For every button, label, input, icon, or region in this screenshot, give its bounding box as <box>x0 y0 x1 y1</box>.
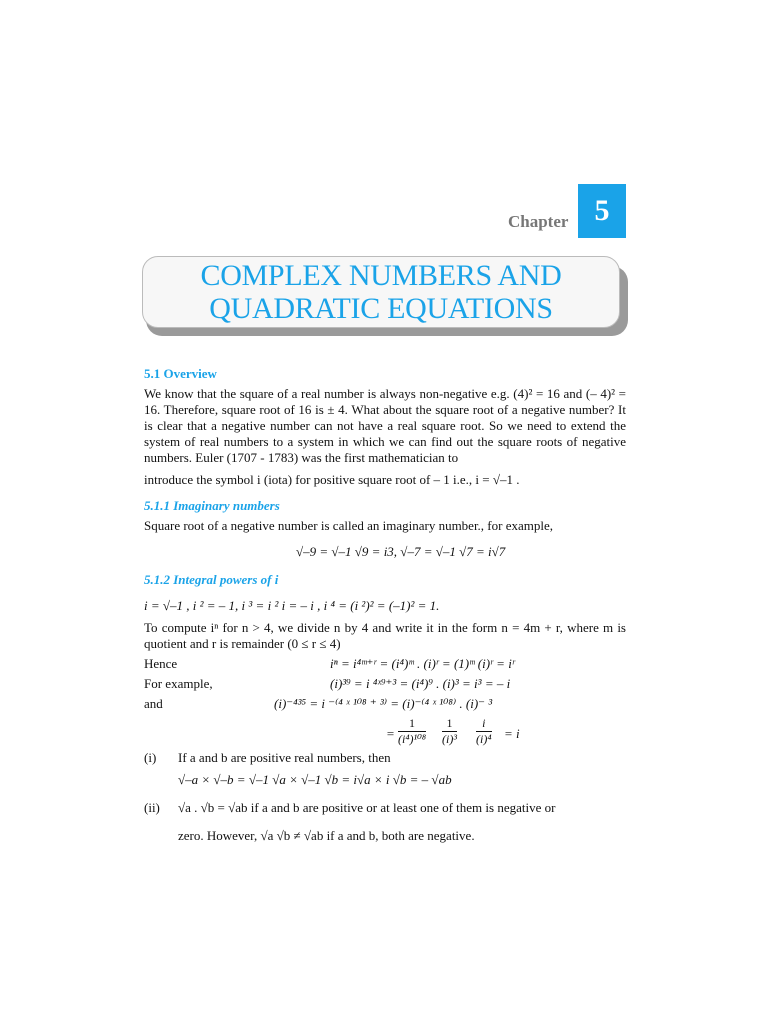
item-ii-text: √a . √b = √ab if a and b are positive or at least one of them is negative or <box>178 800 556 815</box>
fraction-2-numerator: 1 <box>442 716 457 732</box>
chapter-label: Chapter <box>508 212 569 231</box>
imaginary-example-equation: √–9 = √–1 √9 = i3, √–7 = √–1 √7 = i√7 <box>296 544 506 559</box>
item-marker-i: (i) <box>144 750 157 765</box>
overview-paragraph-end: introduce the symbol i (iota) for positive square root of – 1 i.e., i = √–1 . <box>144 472 520 487</box>
item-ii-text-continued: zero. However, √a √b ≠ √ab if a and b, both are negative. <box>178 828 475 843</box>
overview-paragraph: We know that the square of a real number is always non-negative e.g. (4)² = 16 and (– 4)² = 16. Therefore, square root of 16 is ± 4. What about the square root of a negative number? It is clear that a negative number can not have a real square root. So we need to extend the system of real numbers to a system in which we can find out the square roots of negative numbers. Euler (1707 - 1783) was the first mathematician to <box>144 386 626 465</box>
imaginary-definition: Square root of a negative number is called an imaginary number., for example, <box>144 518 553 533</box>
powers-of-i-equation: i = √–1 , i ² = – 1, i ³ = i ² i = – i , i ⁴ = (i ²)² = (–1)² = 1. <box>144 598 440 613</box>
fraction-1-numerator: 1 <box>398 716 426 732</box>
compute-paragraph: To compute iⁿ for n > 4, we divide n by 4 and write it in the form n = 4m + r, where m is quotient and r is remainder (0 ≤ r ≤ 4) <box>144 620 626 651</box>
chapter-title-line1: COMPLEX NUMBERS AND <box>200 259 562 292</box>
section-heading-powers: 5.1.2 Integral powers of i <box>144 572 279 587</box>
section-heading-imaginary: 5.1.1 Imaginary numbers <box>144 498 280 513</box>
example-equation: (i)³⁹ = i ⁴ˣ⁹⁺³ = (i⁴)⁹ . (i)³ = i³ = – i <box>330 676 511 691</box>
fraction-3 <box>476 716 492 747</box>
chapter-title-line2: QUADRATIC EQUATIONS <box>209 292 553 325</box>
fraction-1 <box>398 716 426 747</box>
fraction-2-denominator: (i)³ <box>442 732 457 746</box>
fraction-result: = i <box>504 726 520 741</box>
fraction-3-denominator: (i)⁴ <box>476 732 492 746</box>
chapter-number-badge <box>578 184 626 238</box>
item-marker-ii: (ii) <box>144 800 160 815</box>
example-label: For example, <box>144 676 213 691</box>
hence-label: Hence <box>144 656 178 671</box>
hence-equation: iⁿ = i⁴ᵐ⁺ʳ = (i⁴)ᵐ . (i)ʳ = (1)ᵐ (i)ʳ = iʳ <box>330 656 515 671</box>
chapter-number: 5 <box>594 194 610 227</box>
fraction-equals-sign: = <box>386 726 395 741</box>
and-equation: (i)⁻⁴³⁵ = i ⁻⁽⁴ ˣ ¹⁰⁸ ⁺ ³⁾ = (i)⁻⁽⁴ ˣ ¹⁰⁸⁾ . (i)⁻ ³ <box>274 696 493 711</box>
and-label: and <box>144 696 163 711</box>
section-heading-overview: 5.1 Overview <box>144 366 217 381</box>
item-i-equation: √–a × √–b = √–1 √a × √–1 √b = i√a × i √b = – √ab <box>178 772 452 787</box>
item-i-text: If a and b are positive real numbers, then <box>178 750 391 765</box>
fraction-2 <box>442 716 457 747</box>
fraction-1-denominator: (i⁴)¹⁰⁸ <box>398 732 427 746</box>
fraction-3-numerator: i <box>476 716 492 732</box>
